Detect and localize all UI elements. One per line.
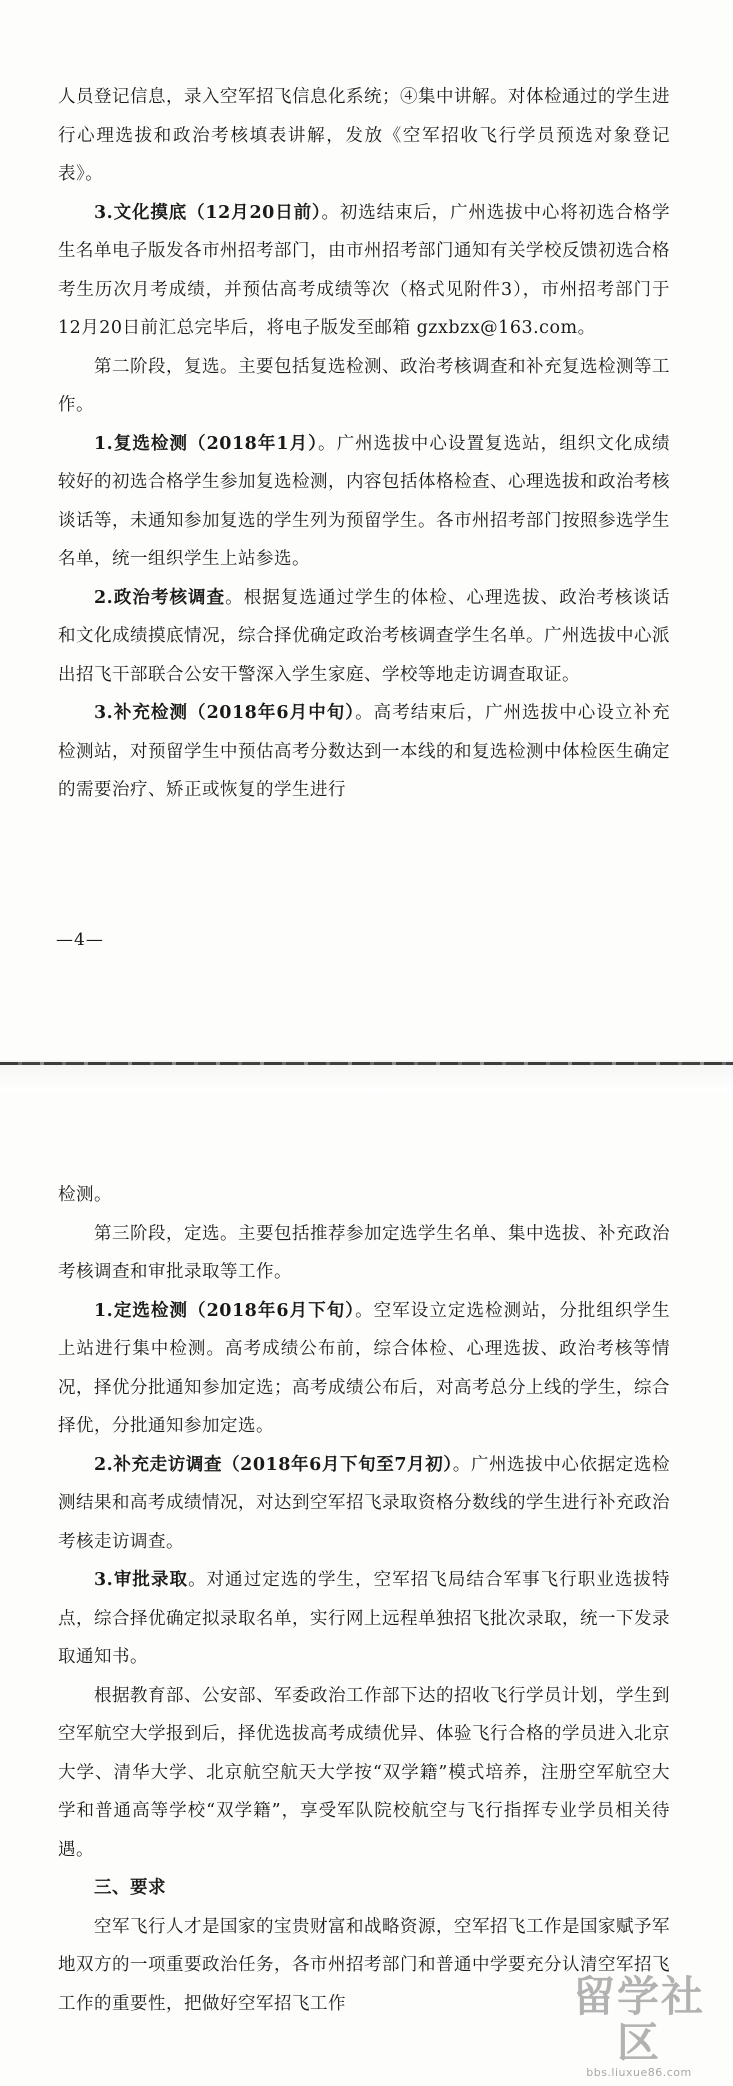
- paragraph-heading: 1.定选检测（2018年6月下旬）: [94, 1300, 356, 1321]
- paragraph-heading: 3.文化摸底（12月20日前）: [94, 202, 322, 223]
- paragraph: [58, 694, 670, 810]
- page-separator: [0, 1060, 733, 1092]
- page-number: —4—: [56, 930, 104, 950]
- page-top-text: [58, 78, 670, 810]
- paragraph-text: 。空军设立定选检测站，分批组织学生上站进行集中检测。高考成绩公布前，综合体检、心理选拔、政治考核等情况，择优分批通知参加定选；高考成绩公布后，对高考总分上线的学生，综合择优，分批通知参加定选。: [58, 1300, 671, 1436]
- paragraph-text: 。初选结束后，广州选拔中心将初选合格学生名单电子版发各市州招考部门，由市州招考部门通知有关学校反馈初选合格考生历次月考成绩，并预估高考成绩等次（格式见附件3），市州招考部门于12月20日前汇总完毕后，将电子版发至邮箱 gzxbzx@163.com。: [58, 202, 670, 338]
- paragraph-text: 人员登记信息，录入空军招飞信息化系统；④集中讲解。对体检通过的学生进行心理选拔和政治考核填表讲解，发放《空军招收飞行学员预选对象登记表》。: [58, 87, 670, 184]
- paragraph-text: 检测。: [58, 1185, 112, 1205]
- page-bottom-text: [58, 1176, 670, 2023]
- paragraph-text: 。高考结束后，广州选拔中心设立补充检测站，对预留学生中预估高考分数达到一本线的和复选检测中体检医生确定的需要治疗、矫正或恢复的学生进行: [58, 703, 671, 800]
- section-heading: [58, 1869, 670, 1908]
- section-heading-text: 三、要求: [94, 1878, 166, 1898]
- site-watermark: [559, 1974, 719, 2080]
- paragraph-text: 。广州选拔中心设置复选站，组织文化成绩较好的初选合格学生参加复选检测，内容包括体格检查、心理选拔和政治考核谈话等，未通知参加复选的学生列为预留学生。各市州招考部门按照参选学生名单，统一组织学生上站参选。: [58, 433, 671, 569]
- paragraph: [58, 425, 670, 579]
- paragraph-heading: 2.政治考核调查: [94, 587, 226, 608]
- paragraph-text: 空军飞行人才是国家的宝贵财富和战略资源，空军招飞工作是国家赋予军地双方的一项重要政治任务，各市州招考部门和普通中学要充分认清空军招飞工作的重要性，把做好空军招飞工作: [58, 1916, 670, 2014]
- paragraph: [58, 78, 670, 194]
- paragraph-text: 。根据复选通过学生的体检、心理选拔、政治考核谈话和文化成绩摸底情况，综合择优确定政治考核调查学生名单。广州选拔中心派出招飞干部联合公安干警深入学生家庭、学校等地走访调查取证。: [58, 587, 670, 685]
- paragraph-heading: 1.复选检测（2018年1月）: [94, 433, 319, 454]
- paragraph: [58, 1677, 670, 1870]
- paragraph-heading: 3.补充检测（2018年6月中旬）: [94, 703, 356, 723]
- paragraph-text: 。对通过定选的学生，空军招飞局结合军事飞行职业选拔特点，综合择优确定拟录取名单，实行网上远程单独招飞批次录取，统一下发录取通知书。: [58, 1570, 670, 1667]
- document-page-bottom: [0, 1092, 733, 2086]
- paragraph: [58, 579, 670, 695]
- paragraph-text: 第三阶段，定选。主要包括推荐参加定选学生名单、集中选拔、补充政治考核调查和审批录取等工作。: [58, 1223, 670, 1282]
- paragraph: [58, 1561, 670, 1677]
- watermark-url: bbs.liuxue86.com: [586, 2066, 692, 2079]
- paragraph-text: 。广州选拔中心依据定选检测结果和高考成绩情况，对达到空军招飞录取资格分数线的学生进行补充政治考核走访调查。: [58, 1454, 671, 1552]
- paragraph: [58, 1446, 670, 1562]
- watermark-logo-text: 留学社区: [572, 1972, 705, 2067]
- paragraph-text: 第二阶段，复选。主要包括复选检测、政治考核调查和补充复选检测等工作。: [58, 356, 670, 415]
- paragraph: [58, 194, 670, 348]
- paragraph: [58, 348, 670, 425]
- paragraph: [58, 1176, 670, 1215]
- paragraph-heading: 2.补充走访调查（2018年6月下旬至7月初）: [94, 1454, 453, 1475]
- paragraph-heading: 3.审批录取: [94, 1570, 189, 1590]
- paragraph: [58, 1292, 670, 1446]
- paragraph: [58, 1215, 670, 1292]
- paragraph-text: 根据教育部、公安部、军委政治工作部下达的招收飞行学员计划，学生到空军航空大学报到后，择优选拔高考成绩优异、体验飞行合格的学员进入北京大学、清华大学、北京航空航天大学按“双学籍”模式培养，注册空军航空大学和普通高等学校“双学籍”，享受军队院校航空与飞行指挥专业学员相关待遇。: [58, 1685, 670, 1860]
